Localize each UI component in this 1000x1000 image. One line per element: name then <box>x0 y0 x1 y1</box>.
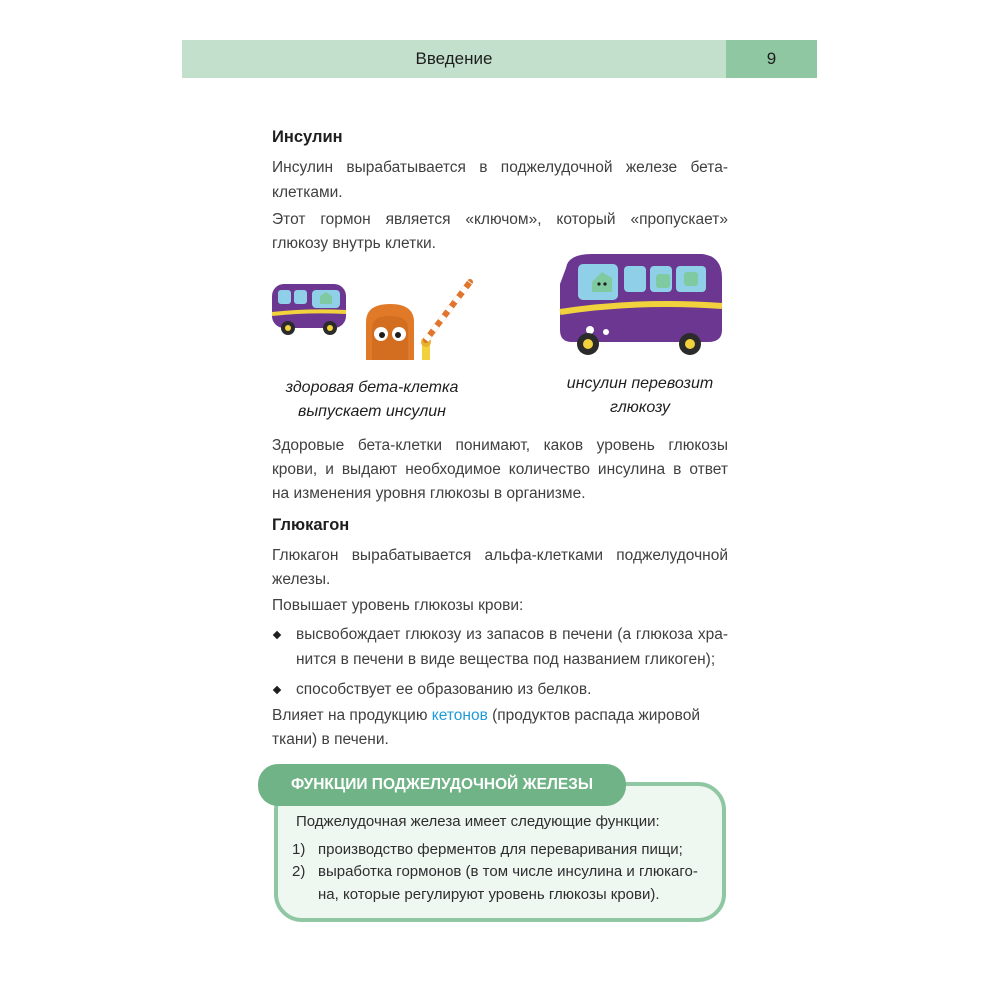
functions-box-title <box>258 764 626 806</box>
glucagon-heading: Глюкагон <box>272 516 350 534</box>
paragraph-3-line-3: на изменения уровня глюкозы в организме. <box>272 485 586 502</box>
insulin-paragraph-2-line-2: глюкозу внутрь клетки. <box>272 235 436 252</box>
bullet-2: способствует ее образованию из белков. <box>296 681 592 698</box>
left-caption-line-2: выпускает инсулин <box>298 403 446 420</box>
paragraph-3-text-after: (продуктов распада жировой <box>487 707 700 724</box>
glucagon-paragraph-1-line-2: железы. <box>272 571 331 588</box>
left-caption-line-1: здоровая бета-клетка <box>285 379 459 396</box>
functions-box-title-text: ФУНКЦИИ ПОДЖЕЛУДОЧНОЙ ЖЕЛЕЗЫ <box>290 776 594 793</box>
insulin-heading: Инсулин <box>272 128 343 146</box>
right-caption <box>540 372 740 420</box>
insulin-paragraph-1-line-2: клетками. <box>272 184 343 201</box>
beta-cell-illustration <box>268 276 478 368</box>
right-caption-line-1: инсулин перевозит <box>566 375 714 392</box>
functions-item-2-line-2: на, которые регулируют уровень глюкозы крови). <box>318 886 660 903</box>
functions-item-2-number: 2) <box>292 863 306 880</box>
beta-cell-icon <box>366 304 414 360</box>
bullet-icon <box>273 686 281 694</box>
ketones-link[interactable]: кетонов <box>431 707 488 724</box>
list-item <box>272 677 728 702</box>
barrier-icon <box>421 282 470 360</box>
running-header <box>182 40 726 78</box>
functions-item-1: производство ферментов для переваривания пищи; <box>318 841 683 858</box>
page-number <box>726 40 817 78</box>
section-title: Введение <box>415 49 493 68</box>
bullet-1-line-1: высвобождает глюкозу из запасов в печени (а глюкоза хра- <box>296 626 728 643</box>
bus-icon <box>560 254 722 355</box>
functions-intro: Поджелудочная железа имеет следующие функции: <box>296 813 660 830</box>
paragraph-3-text-before: Влияет на продукцию <box>272 707 432 724</box>
small-bus-icon <box>272 284 346 335</box>
functions-item-1-number: 1) <box>292 841 306 858</box>
page-number-text: 9 <box>766 49 777 68</box>
insulin-bus-illustration <box>552 248 728 360</box>
bullet-icon <box>273 631 281 639</box>
glucagon-paragraph-2: Повышает уровень глюкозы крови: <box>272 597 524 614</box>
right-caption-line-2: глюкозу <box>610 399 670 416</box>
glucagon-paragraph-3-line-1 <box>272 703 728 728</box>
paragraph-3-line-1: Здоровые бета-клетки понимают, каков уровень глюкозы <box>272 437 728 454</box>
functions-item-2-line-1: выработка гормонов (в том числе инсулина и глюкаго- <box>318 863 698 880</box>
bullet-1-line-2: нится в печени в виде вещества под названием гликоген); <box>296 651 716 668</box>
glucagon-paragraph-3-line-2: ткани) в печени. <box>272 731 389 748</box>
insulin-paragraph-2-line-1: Этот гормон является «ключом», который «пропускает» <box>272 211 728 228</box>
glucagon-paragraph-1-line-1: Глюкагон вырабатывается альфа-клетками поджелудочной <box>272 547 728 564</box>
list-item <box>272 622 728 672</box>
left-caption <box>262 376 482 424</box>
paragraph-3-line-2: крови, и выдают необходимое количество инсулина в ответ <box>272 461 728 478</box>
insulin-paragraph-1-line-1: Инсулин вырабатывается в поджелудочной железе бета- <box>272 159 728 176</box>
